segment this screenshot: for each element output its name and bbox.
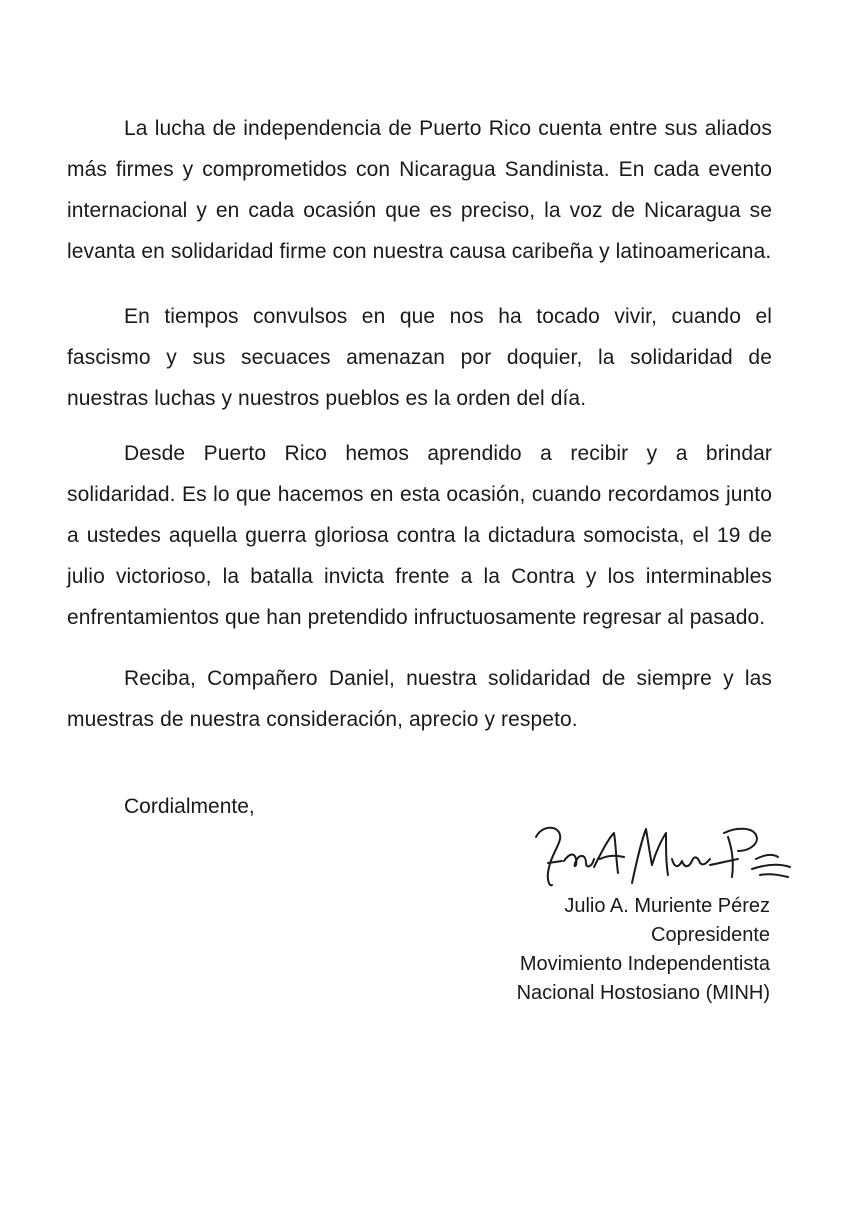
paragraph-4: Reciba, Compañero Daniel, nuestra solidaridad de siempre y las muestras de nuestra consideración, aprecio y respeto. [67,667,772,731]
paragraph-3: Desde Puerto Rico hemos aprendido a recibir y a brindar solidaridad. Es lo que hacemos en esta ocasión, cuando recordamos junto a ustedes aquella guerra gloriosa contra la dictadura somocista, el 19 de julio victorioso, la batalla invicta frente a la Contra y los interminables enfrentamientos que han pretendido infructuosamente regresar al pasado. [67,442,772,629]
signer-title: Copresidente [651,924,770,946]
paragraph-1: La lucha de independencia de Puerto Rico cuenta entre sus aliados más firmes y comprometidos con Nicaragua Sandinista. En cada evento internacional y en cada ocasión que es preciso, la voz de Nicaragua se levanta en solidaridad firme con nuestra causa caribeña y latinoamericana. [67,117,772,263]
paragraph-2: En tiempos convulsos en que nos ha tocado vivir, cuando el fascismo y sus secuaces amenazan por doquier, la solidaridad de nuestras luchas y nuestros pueblos es la orden del día. [67,305,772,410]
signer-organization-line-2: Nacional Hostosiano (MINH) [516,982,770,1004]
handwritten-signature [528,815,800,895]
signer-organization-line-1: Movimiento Independentista [519,953,770,975]
signer-name: Julio A. Muriente Pérez [564,895,770,917]
letter-body [67,108,772,764]
signer-block [517,892,770,1008]
closing-salutation: Cordialmente, [124,795,255,818]
